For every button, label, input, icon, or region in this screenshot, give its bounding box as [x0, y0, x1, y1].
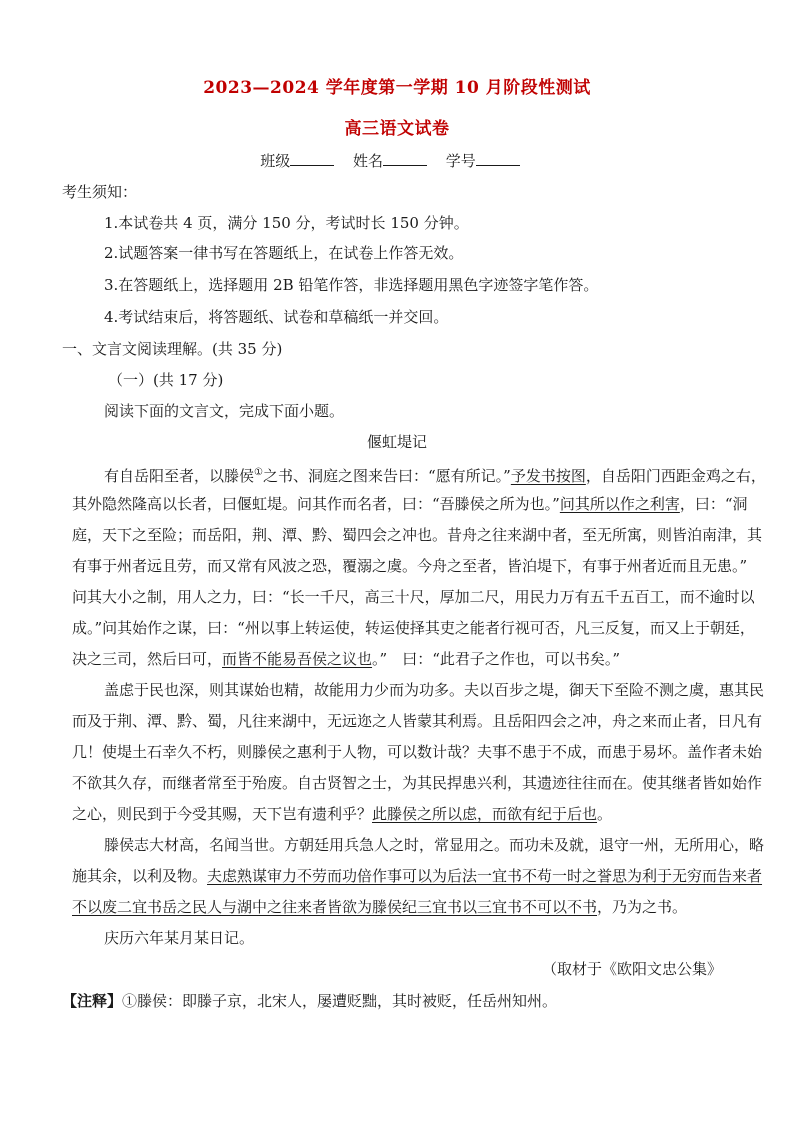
passage-line: 有自岳阳至者，以滕侯①之书、洞庭之图来告曰：“愿有所记。”予发书按图，自岳阳门西距金鸡之右，: [104, 467, 766, 485]
source-citation: （取材于《欧阳文忠公集》: [541, 960, 722, 978]
exam-title: 2023—2024 学年度第一学期 10 月阶段性测试: [203, 78, 591, 98]
part-heading: （一）(共 17 分): [108, 371, 224, 389]
name-field[interactable]: [383, 151, 427, 166]
notice-heading: 考生须知：: [62, 183, 138, 201]
underlined-phrase: 夫虑熟谋审力不劳而功倍作事可以为后法一宜书不苟一时之誉思为利于无穷而告来者: [207, 867, 763, 885]
notice-item: 1.本试卷共 4 页，满分 150 分，考试时长 150 分钟。: [104, 214, 469, 232]
passage-date-line: 庆历六年某月某日记。: [104, 929, 255, 947]
exam-subtitle: 高三语文试卷: [344, 119, 450, 139]
passage-line: 庭，天下之至险；而岳阳，荆、潭、黔、蜀四会之冲也。昔舟之往来湖中者，至无所寓，则皆泊南津，其: [72, 526, 763, 544]
passage-line: 问其大小之制，用人之力，曰：“长一千尺，高三十尺，厚加二尺，用民力万有五千五百工，而不逾时以: [72, 588, 755, 606]
underlined-phrase: 不以废二宜书岳之民人与湖中之往来者皆欲为滕侯纪三宜书以三宜书不可以不书: [72, 898, 598, 916]
annotation-text: ①滕侯：即滕子京，北宋人，屡遭贬黜，其时被贬，任岳州知州。: [122, 992, 558, 1010]
underlined-phrase: 此滕侯之所以虑，而欲有纪于后也: [372, 805, 598, 823]
passage-line: 成。”问其始作之谋，曰：“州以事上转运使，转运使择其吏之能者行视可否，凡三反复，而又上于朝廷，: [72, 619, 755, 637]
section-heading: 一、文言文阅读理解。(共 35 分): [62, 340, 283, 358]
student-id-field[interactable]: [476, 151, 520, 166]
passage-line: 滕侯志大材高，名闻当世。方朝廷用兵急人之时，常显用之。而功未及就，退守一州，无所用心，略: [104, 836, 765, 854]
underlined-phrase: 问其所以作之利害: [559, 495, 680, 513]
footnote-marker: ①: [254, 467, 263, 478]
passage-line: 施其余，以利及物。夫虑熟谋审力不劳而功倍作事可以为后法一宜书不苟一时之誉思为利于无穷而告来者: [72, 867, 763, 885]
passage-line: 而及于荆、潭、黔、蜀，凡往来湖中，无远迩之人皆蒙其利焉。且岳阳四会之冲，舟之来而止者，日凡有: [72, 712, 763, 730]
name-label: 姓名: [352, 152, 383, 170]
underlined-phrase: 而皆不能易吾侯之议也: [222, 650, 373, 668]
passage-line: 之心，则民到于今受其赐，天下岂有遗利乎？此滕侯之所以虑，而欲有纪于后也。: [72, 805, 613, 823]
passage-line: 有事于州者远且劳，而又常有风波之恐，覆溺之虞。今舟之至者，皆泊堤下，有事于州者近而且无患。”: [72, 557, 748, 575]
class-field[interactable]: [290, 151, 334, 166]
notice-item: 2.试题答案一律书写在答题纸上，在试卷上作答无效。: [104, 244, 464, 262]
underlined-phrase: 予发书按图: [510, 467, 586, 485]
passage-line: 盖虑于民也深，则其谋始也精，故能用力少而为功多。夫以百步之堤，御天下至险不测之虞，惠其民: [104, 681, 765, 699]
annotation-label: 【注释】: [62, 992, 123, 1010]
passage-line: 决之三司，然后曰可，而皆不能易吾侯之议也。” 曰：“此君子之作也，可以书矣。”: [72, 650, 621, 668]
passage-line: 不以废二宜书岳之民人与湖中之往来者皆欲为滕侯纪三宜书以三宜书不可以不书，乃为之书。: [72, 898, 688, 916]
passage-title: 偃虹堤记: [366, 433, 427, 451]
class-label: 班级: [260, 152, 291, 170]
passage-line: 几！使堤土石幸久不朽，则滕侯之惠利于人物，可以数计哉？夫事不患于不成，而患于易坏。盖作者未始: [72, 743, 763, 761]
student-id-label: 学号: [445, 152, 476, 170]
instruction-text: 阅读下面的文言文，完成下面小题。: [104, 402, 345, 420]
notice-item: 3.在答题纸上，选择题用 2B 铅笔作答，非选择题用黑色字迹签字笔作答。: [104, 276, 599, 294]
student-info-line: [0, 151, 794, 171]
notice-item: 4.考试结束后，将答题纸、试卷和草稿纸一并交回。: [104, 308, 449, 326]
annotation-line: [62, 991, 722, 1011]
passage-line: 其外隐然隆高以长者，曰偃虹堤。问其作而名者，曰：“吾滕侯之所为也。”问其所以作之利害，曰：“洞: [72, 495, 748, 513]
passage-line: 不欲其久存，而继者常至于殆废。自古贤智之士，为其民捍患兴利，其遗迹往往而在。使其继者皆如始作: [72, 774, 763, 792]
